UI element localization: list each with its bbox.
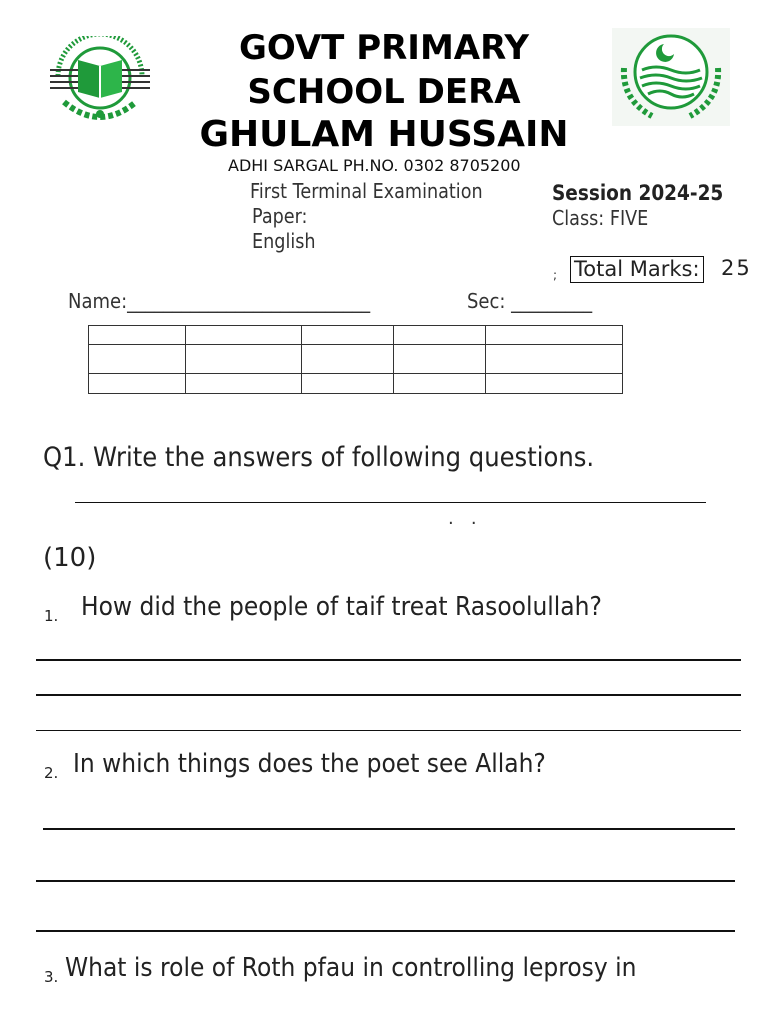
marks-cell[interactable]: [394, 345, 486, 374]
marks-cell[interactable]: [89, 345, 186, 374]
question-2-number: 2.: [44, 764, 59, 782]
school-address: ADHI SARGAL PH.NO. 0302 8705200: [228, 156, 521, 175]
answer-line[interactable]: [36, 730, 741, 731]
stray-mark: ;: [553, 268, 558, 282]
section-marks: (10): [43, 543, 97, 573]
dots: . .: [448, 508, 477, 529]
class-label: Class: FIVE: [552, 206, 649, 230]
question-1-text: How did the people of taif treat Rasoolullah?: [81, 592, 602, 622]
question-3-number: 3.: [44, 968, 59, 986]
answer-line[interactable]: [36, 694, 741, 696]
student-section-field[interactable]: Sec: _________: [467, 289, 593, 313]
marks-cell[interactable]: [186, 326, 302, 345]
question-3-text: What is role of Roth pfau in controlling leprosy in: [65, 953, 637, 983]
school-name-line-2: SCHOOL DERA: [247, 72, 521, 112]
exam-subject: English: [252, 229, 316, 253]
marks-cell[interactable]: [186, 345, 302, 374]
marks-cell[interactable]: [486, 374, 623, 394]
marks-cell[interactable]: [394, 326, 486, 345]
heading-underline: [75, 502, 706, 503]
school-name-line-1: GOVT PRIMARY: [238, 28, 530, 68]
answer-line[interactable]: [36, 880, 735, 882]
answer-line[interactable]: [36, 659, 741, 661]
session-label: Session 2024-25: [552, 181, 724, 205]
school-name-line-3: GHULAM HUSSAIN: [199, 114, 569, 155]
q1-heading: Q1. Write the answers of following questions.: [43, 442, 595, 473]
marks-cell[interactable]: [302, 326, 394, 345]
marks-cell[interactable]: [394, 374, 486, 394]
marks-cell[interactable]: [486, 345, 623, 374]
question-2-text: In which things does the poet see Allah?: [73, 749, 546, 779]
total-marks-label: Total Marks:: [574, 257, 700, 281]
exam-title: First Terminal Examination: [250, 179, 483, 203]
marks-cell[interactable]: [186, 374, 302, 394]
marks-cell[interactable]: [486, 326, 623, 345]
exam-paper-label: Paper:: [252, 204, 308, 228]
answer-line[interactable]: [36, 930, 735, 932]
marks-cell[interactable]: [89, 374, 186, 394]
marks-table: [88, 325, 623, 394]
marks-cell[interactable]: [302, 345, 394, 374]
total-marks-box: [570, 256, 704, 283]
question-1-number: 1.: [44, 607, 59, 625]
answer-line[interactable]: [43, 828, 735, 830]
student-name-field[interactable]: Name:___________________________: [68, 289, 371, 313]
total-marks-value: 25: [721, 256, 752, 280]
marks-cell[interactable]: [302, 374, 394, 394]
marks-cell[interactable]: [89, 326, 186, 345]
